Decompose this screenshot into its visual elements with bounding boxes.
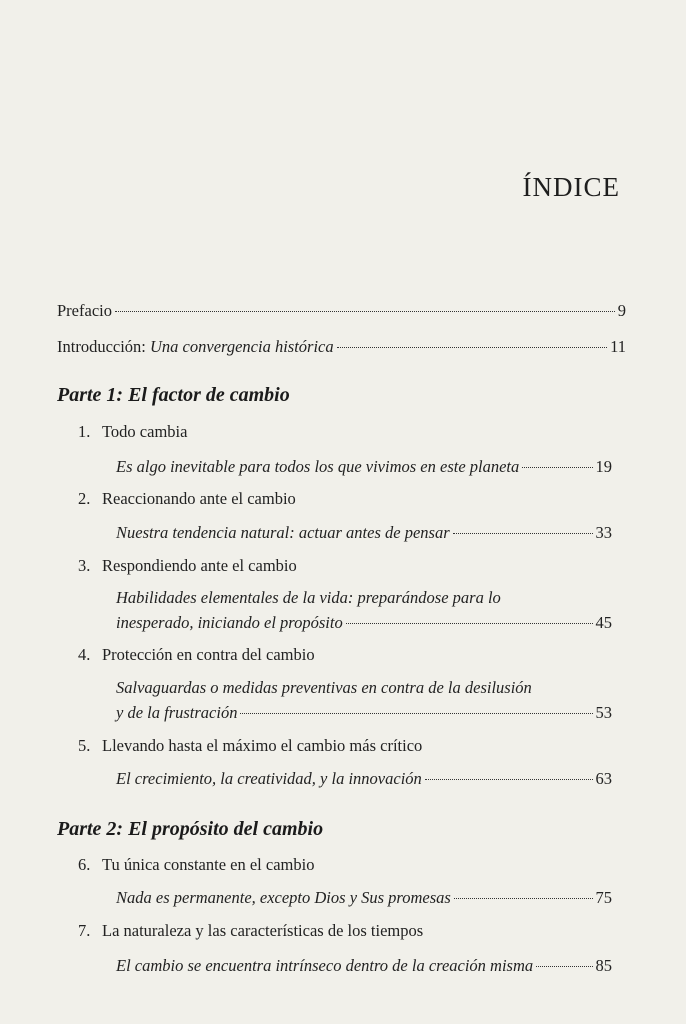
chapter-number: 1. [78,422,91,441]
chapter-3-title [78,556,297,576]
chapter-subtitle: El cambio se encuentra intrínseco dentro de la creación misma [116,956,534,975]
chapter-2-title [78,489,296,509]
chapter-title: Tu única constante en el cambio [102,855,315,874]
dot-leader [522,467,592,468]
entry-label: Prefacio [57,301,112,320]
chapter-title: Protección en contra del cambio [102,645,315,664]
page-number: 45 [595,613,612,632]
chapter-number: 3. [78,556,91,575]
toc-entry-introduccion [57,337,626,357]
dot-leader [454,898,593,899]
chapter-number: 6. [78,855,91,874]
page-number: 53 [595,703,612,722]
page-number: 19 [595,457,612,476]
chapter-5-title [78,736,422,756]
chapter-3-subtitle-line-1: Habilidades elementales de la vida: preparándose para lo [116,588,501,607]
dot-leader [536,966,592,967]
chapter-6-title [78,855,314,875]
chapter-2-subtitle [116,523,612,543]
page-number: 33 [595,523,612,542]
chapter-number: 4. [78,645,91,664]
dot-leader [453,533,593,534]
chapter-subtitle: Es algo inevitable para todos los que vivimos en este planeta [116,457,520,476]
toc-entry-prefacio [57,301,626,321]
chapter-subtitle: El crecimiento, la creatividad, y la innovación [116,769,422,788]
page-number: 75 [595,888,612,907]
dot-leader [346,623,593,624]
chapter-subtitle: inesperado, iniciando el propósito [116,613,343,632]
chapter-4-title [78,645,315,665]
entry-label-prefix: Introducción: [57,337,151,356]
chapter-1-subtitle [116,457,612,477]
chapter-number: 5. [78,736,91,755]
page-number: 11 [610,337,626,356]
chapter-3-subtitle [116,613,612,633]
chapter-6-subtitle [116,888,612,908]
page-number: 9 [617,301,626,320]
chapter-title: Todo cambia [102,422,188,441]
chapter-5-subtitle [116,769,612,789]
dot-leader [240,713,592,714]
chapter-subtitle: Nada es permanente, excepto Dios y Sus promesas [116,888,451,907]
entry-label [57,337,334,357]
chapter-number: 2. [78,489,91,508]
part-2-title: Parte 2: El propósito del cambio [57,818,324,840]
dot-leader [115,311,615,312]
chapter-title: Reaccionando ante el cambio [102,489,296,508]
chapter-4-subtitle-line-1: Salvaguardas o medidas preventivas en contra de la desilusión [116,678,532,697]
chapter-1-title [78,422,187,442]
dot-leader [425,779,593,780]
part-1-title: Parte 1: El factor de cambio [57,384,290,406]
chapter-title: La naturaleza y las características de los tiempos [102,921,424,940]
chapter-title: Respondiendo ante el cambio [102,556,297,575]
chapter-7-subtitle [116,956,612,976]
page-number: 63 [595,769,612,788]
chapter-4-subtitle [116,703,612,723]
dot-leader [337,347,607,348]
chapter-7-title [78,921,423,941]
chapter-title: Llevando hasta el máximo el cambio más crítico [102,736,423,755]
chapter-subtitle: y de la frustración [116,703,238,722]
chapter-number: 7. [78,921,91,940]
page-number: 85 [595,956,612,975]
page-title: ÍNDICE [522,172,620,202]
chapter-subtitle: Nuestra tendencia natural: actuar antes de pensar [116,523,450,542]
entry-label-italic: Una convergencia histórica [150,337,334,356]
